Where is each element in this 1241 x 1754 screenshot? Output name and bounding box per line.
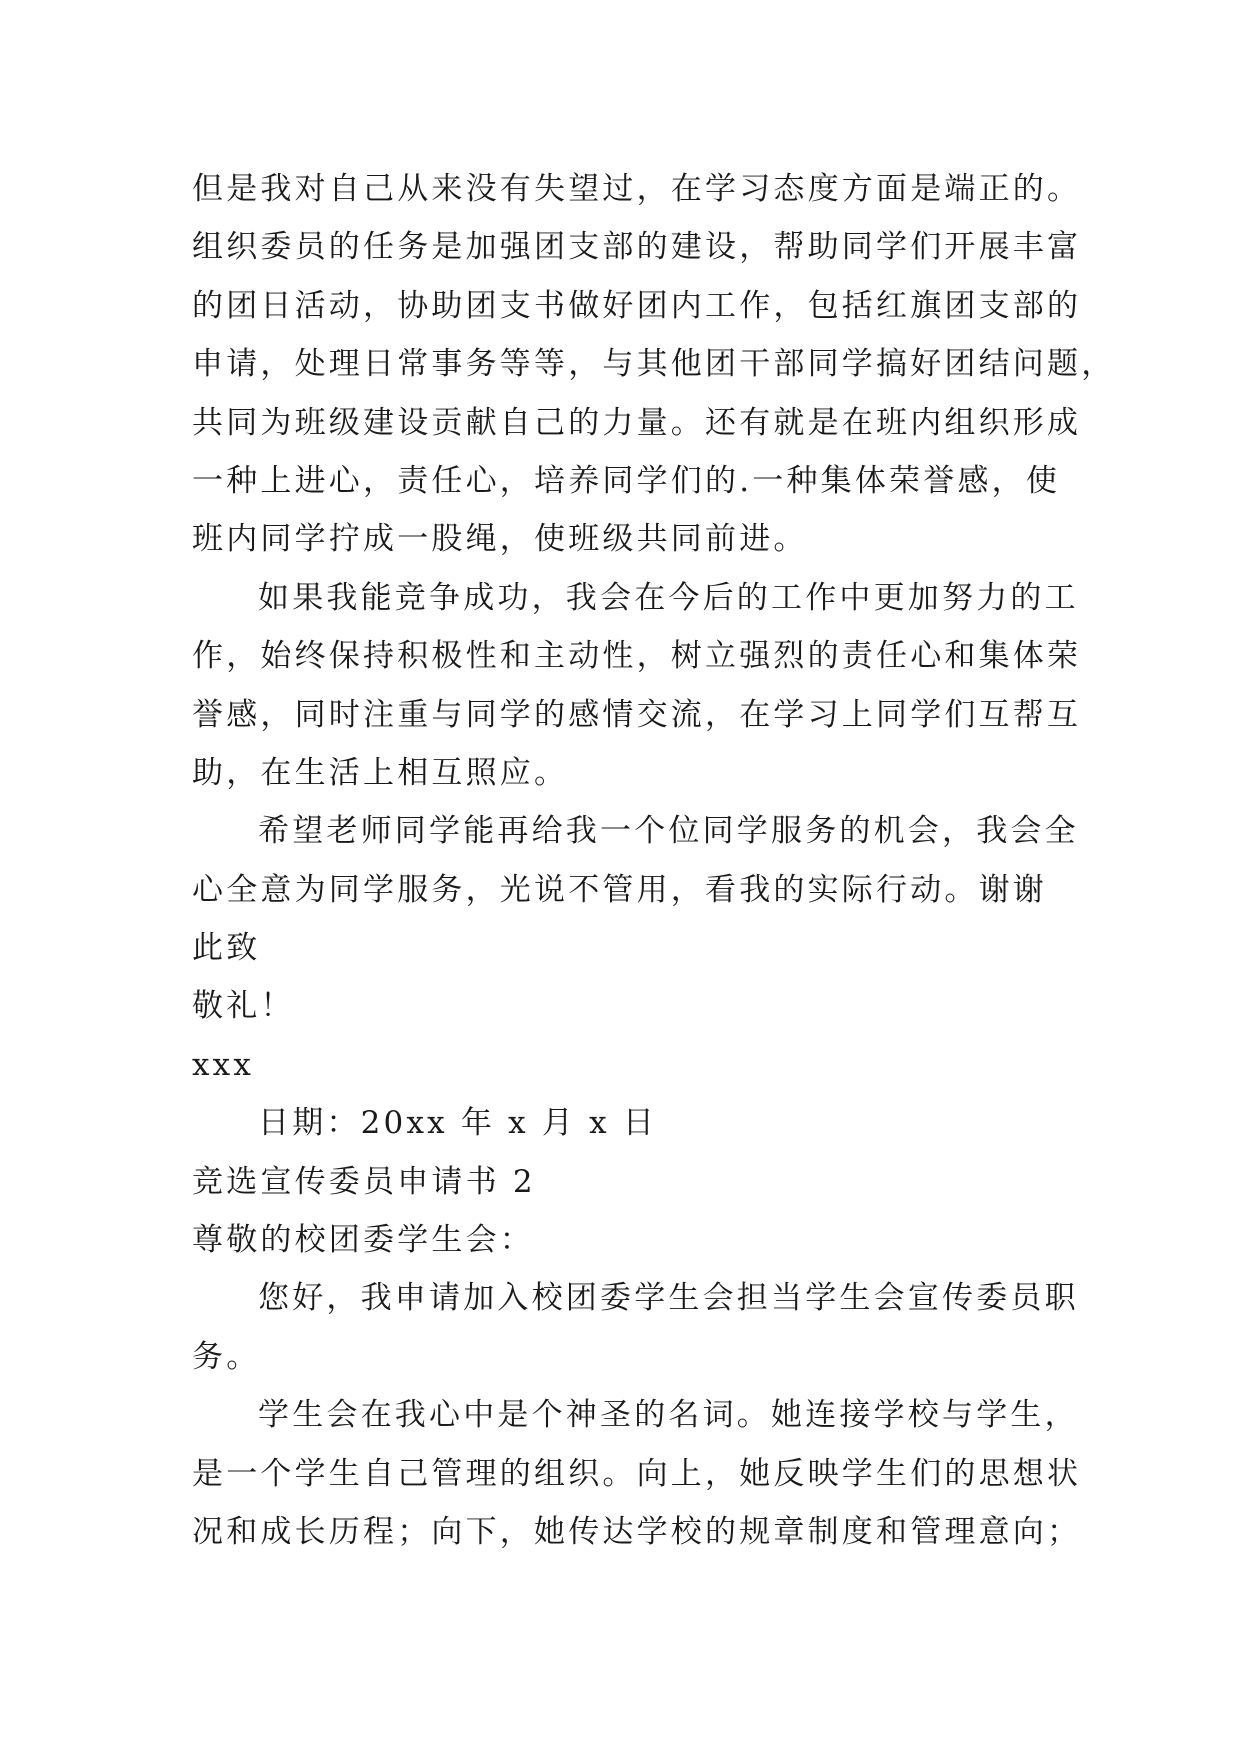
- text-line: 组织委员的任务是加强团支部的建设，帮助同学们开展丰富: [192, 229, 1082, 266]
- text-line: 况和成长历程；向下，她传达学校的规章制度和管理意向；: [192, 1513, 1082, 1550]
- text-line: 誉感，同时注重与同学的感情交流，在学习上同学们互帮互: [192, 696, 1082, 733]
- salute-line: 敬礼！: [192, 988, 295, 1025]
- signature-line: xxx: [192, 1046, 255, 1083]
- text-line: 但是我对自己从来没有失望过，在学习态度方面是端正的。: [192, 171, 1082, 207]
- text-line: 是一个学生自己管理的组织。向上，她反映学生们的思想状: [192, 1455, 1082, 1492]
- salutation-line: 尊敬的校团委学生会：: [192, 1222, 534, 1259]
- text-line: 的团日活动，协助团支书做好团内工作，包括红旗团支部的: [192, 287, 1082, 324]
- text-line: 助，在生活上相互照应。: [192, 754, 569, 791]
- text-line: 如果我能竞争成功，我会在今后的工作中更加努力的工: [258, 579, 1079, 616]
- closing-line: 此致: [192, 930, 261, 967]
- text-line: 务。: [192, 1338, 261, 1375]
- text-line: 班内同学拧成一股绳，使班级共同前进。: [192, 521, 808, 558]
- text-line: 您好，我申请加入校团委学生会担当学生会宣传委员职: [258, 1280, 1079, 1317]
- text-line: 作，始终保持积极性和主动性，树立强烈的责任心和集体荣: [192, 638, 1082, 675]
- text-line: 共同为班级建设贡献自己的力量。还有就是在班内组织形成: [192, 404, 1082, 441]
- text-line: 申请，处理日常事务等等，与其他团干部同学搞好团结问题，: [192, 346, 1116, 383]
- section-title: 竞选宣传委员申请书 2: [192, 1163, 536, 1200]
- text-line: 一种上进心，责任心，培养同学们的.一种集体荣誉感，使: [192, 462, 1061, 499]
- text-line: 学生会在我心中是个神圣的名词。她连接学校与学生，: [258, 1397, 1079, 1434]
- date-line: 日期：20xx 年 x 月 x 日: [258, 1105, 658, 1142]
- document-body: [192, 160, 1116, 1561]
- text-line: 心全意为同学服务，光说不管用，看我的实际行动。谢谢: [192, 871, 1047, 908]
- text-line: 希望老师同学能再给我一个位同学服务的机会，我会全: [258, 813, 1079, 850]
